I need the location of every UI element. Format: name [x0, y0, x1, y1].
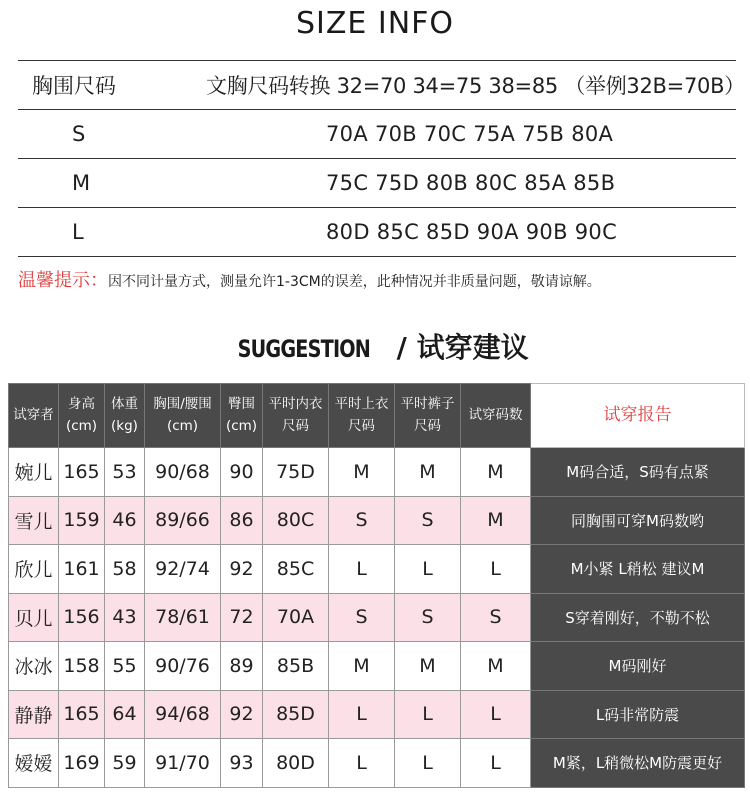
- size-label: M: [18, 159, 192, 208]
- table-row: [9, 642, 745, 691]
- usual-top-value: S: [329, 593, 395, 642]
- usual-bra-value: 70A: [263, 593, 329, 642]
- tester-name: 冰冰: [9, 642, 59, 691]
- tester-name: 婉儿: [9, 448, 59, 497]
- report-text: L码非常防震: [531, 690, 745, 739]
- hip-value: 93: [221, 739, 263, 788]
- size-cups: 80D 85C 85D 90A 90B 90C: [192, 208, 736, 257]
- weight-value: 64: [105, 690, 145, 739]
- usual-pants-value: L: [395, 545, 461, 594]
- tried-size-value: L: [461, 690, 531, 739]
- usual-top-value: L: [329, 545, 395, 594]
- size-chart-table: [18, 60, 745, 257]
- size-chart-header-row: [18, 61, 736, 110]
- title-separator: /: [386, 331, 417, 364]
- table-row: [9, 545, 745, 594]
- header-height: 身高 (cm): [59, 384, 105, 448]
- bust-size-label: 胸围尺码: [18, 61, 192, 110]
- tester-name: 欣儿: [9, 545, 59, 594]
- usual-pants-value: L: [395, 690, 461, 739]
- hip-value: 92: [221, 690, 263, 739]
- report-text: M紧，L稍微松M防震更好: [531, 739, 745, 788]
- height-value: 158: [59, 642, 105, 691]
- tester-name: 雪儿: [9, 496, 59, 545]
- usual-pants-value: S: [395, 496, 461, 545]
- size-label: L: [18, 208, 192, 257]
- report-text: M码合适，S码有点紧: [531, 448, 745, 497]
- tried-size-value: M: [461, 496, 531, 545]
- bust-waist-value: 89/66: [145, 496, 221, 545]
- tried-size-value: L: [461, 739, 531, 788]
- bra-conversion-text: 文胸尺码转换 32=70 34=75 38=85 （举例32B=70B）: [192, 61, 736, 110]
- usual-pants-value: M: [395, 448, 461, 497]
- usual-top-value: M: [329, 448, 395, 497]
- tester-name: 贝儿: [9, 593, 59, 642]
- usual-top-value: L: [329, 690, 395, 739]
- report-text: M码刚好: [531, 642, 745, 691]
- table-row: [9, 593, 745, 642]
- header-tester: 试穿者: [9, 384, 59, 448]
- header-usual-bra: 平时内衣 尺码: [263, 384, 329, 448]
- suggestion-title-en: SUGGESTION: [237, 335, 371, 363]
- report-text: S穿着刚好，不勒不松: [531, 593, 745, 642]
- weight-value: 55: [105, 642, 145, 691]
- table-row: [9, 739, 745, 788]
- usual-bra-value: 75D: [263, 448, 329, 497]
- suggestion-title: [0, 326, 750, 366]
- report-text: 同胸围可穿M码数哟: [531, 496, 745, 545]
- usual-pants-value: M: [395, 642, 461, 691]
- usual-pants-value: L: [395, 739, 461, 788]
- size-label: S: [18, 110, 192, 159]
- tried-size-value: S: [461, 593, 531, 642]
- header-usual-pants: 平时裤子 尺码: [395, 384, 461, 448]
- usual-top-value: M: [329, 642, 395, 691]
- usual-bra-value: 85C: [263, 545, 329, 594]
- hip-value: 72: [221, 593, 263, 642]
- size-row-l: [18, 208, 736, 257]
- usual-bra-value: 80C: [263, 496, 329, 545]
- tester-name: 静静: [9, 690, 59, 739]
- height-value: 169: [59, 739, 105, 788]
- header-usual-top: 平时上衣 尺码: [329, 384, 395, 448]
- bust-waist-value: 90/76: [145, 642, 221, 691]
- tried-size-value: M: [461, 448, 531, 497]
- height-value: 165: [59, 448, 105, 497]
- bust-waist-value: 90/68: [145, 448, 221, 497]
- size-cups: 75C 75D 80B 80C 85A 85B: [192, 159, 736, 208]
- hip-value: 89: [221, 642, 263, 691]
- usual-pants-value: S: [395, 593, 461, 642]
- tried-size-value: L: [461, 545, 531, 594]
- bust-waist-value: 91/70: [145, 739, 221, 788]
- height-value: 156: [59, 593, 105, 642]
- height-value: 165: [59, 690, 105, 739]
- header-report: 试穿报告: [531, 384, 745, 448]
- hip-value: 92: [221, 545, 263, 594]
- header-bust-waist: 胸围/腰围 (cm): [145, 384, 221, 448]
- table-row: [9, 448, 745, 497]
- hip-value: 86: [221, 496, 263, 545]
- fitting-suggestion-table: [8, 383, 745, 788]
- weight-value: 43: [105, 593, 145, 642]
- hip-value: 90: [221, 448, 263, 497]
- notice-text: 因不同计量方式，测量允许1-3CM的误差，此种情况并非质量问题，敬请谅解。: [108, 274, 601, 290]
- measurement-notice: [18, 266, 738, 292]
- bust-waist-value: 92/74: [145, 545, 221, 594]
- size-cups: 70A 70B 70C 75A 75B 80A: [192, 110, 736, 159]
- usual-bra-value: 85B: [263, 642, 329, 691]
- notice-label: 温馨提示：: [18, 270, 108, 291]
- usual-bra-value: 85D: [263, 690, 329, 739]
- size-info-title: SIZE INFO: [295, 6, 455, 41]
- height-value: 161: [59, 545, 105, 594]
- table-header-row: [9, 384, 745, 448]
- header-tried-size: 试穿码数: [461, 384, 531, 448]
- usual-top-value: S: [329, 496, 395, 545]
- table-body: [9, 448, 745, 788]
- weight-value: 59: [105, 739, 145, 788]
- report-text: M小紧 L稍松 建议M: [531, 545, 745, 594]
- table-row: [9, 690, 745, 739]
- bust-waist-value: 78/61: [145, 593, 221, 642]
- size-row-m: [18, 159, 736, 208]
- table-row: [9, 496, 745, 545]
- suggestion-title-cn: 试穿建议: [416, 331, 529, 364]
- tester-name: 嫒嫒: [9, 739, 59, 788]
- weight-value: 46: [105, 496, 145, 545]
- header-hip: 臀围 (cm): [221, 384, 263, 448]
- height-value: 159: [59, 496, 105, 545]
- weight-value: 58: [105, 545, 145, 594]
- usual-top-value: L: [329, 739, 395, 788]
- size-row-s: [18, 110, 736, 159]
- usual-bra-value: 80D: [263, 739, 329, 788]
- bust-waist-value: 94/68: [145, 690, 221, 739]
- header-weight: 体重 (kg): [105, 384, 145, 448]
- weight-value: 53: [105, 448, 145, 497]
- tried-size-value: M: [461, 642, 531, 691]
